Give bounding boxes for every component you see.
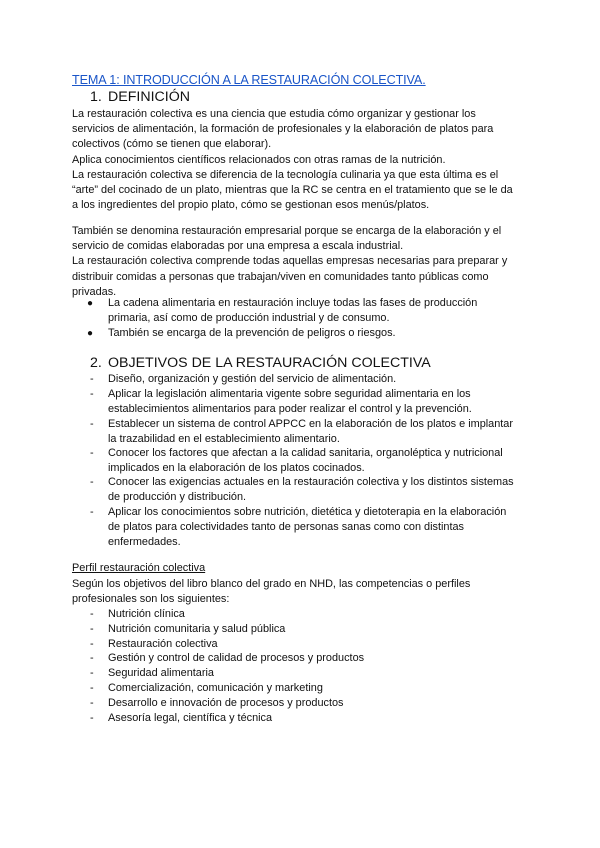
bullet-item — [108, 296, 477, 326]
text-line: Establecer un sistema de control APPCC en la elaboración de los platos e implantar — [108, 418, 513, 430]
perfil-item: Desarrollo e innovación de procesos y productos — [108, 696, 344, 709]
document-title: TEMA 1: INTRODUCCIÓN A LA RESTAURACIÓN COLECTIVA. — [72, 73, 426, 87]
section-2-heading — [90, 355, 431, 371]
bullet-marker: ● — [87, 328, 94, 339]
text-line: de platos para colectividades tanto de personas sanas como con distintas — [108, 521, 464, 534]
section-1-heading — [90, 89, 190, 105]
text-line: Aplicar los conocimientos sobre nutrición, dietética y dietoterapia en la elaboración — [108, 506, 507, 518]
text-line: servicio de comidas elaboradas por una empresa a escala industrial. — [72, 240, 404, 253]
paragraph-empresarial — [72, 224, 532, 300]
dash-marker: - — [90, 711, 94, 724]
text-line: primaria, así como de producción industrial y de consumo. — [108, 312, 390, 325]
dash-marker: - — [90, 622, 94, 635]
section-1-number: 1. — [90, 89, 102, 105]
text-line: distribuir comidas a personas que trabajan/viven en comunidades tanto públicas como — [72, 270, 489, 283]
text-line: servicios de alimentación, la formación de profesionales y la elaboración de platos para — [72, 123, 494, 136]
text-line: de producción y distribución. — [108, 491, 247, 504]
text-line: a los ingredientes del propio plato, cómo se gestionan esos menús/platos. — [72, 199, 430, 212]
objective-item — [108, 505, 506, 551]
text-line: colectivos (cómo se tienen que elaborar). — [72, 138, 272, 151]
perfil-item: Gestión y control de calidad de procesos y productos — [108, 652, 365, 665]
objective-item — [108, 475, 514, 505]
text-line: Aplicar la legislación alimentaria vigente sobre seguridad alimentaria en los — [108, 388, 471, 400]
bullet-item — [108, 326, 396, 341]
dash-marker: - — [90, 373, 94, 385]
bullet-marker: ● — [87, 298, 94, 309]
dash-marker: - — [90, 652, 94, 665]
dash-marker: - — [90, 682, 94, 694]
dash-marker: - — [90, 667, 94, 680]
dash-marker: - — [90, 388, 94, 400]
text-line: establecimientos alimentarios para poder realizar el control y la prevención. — [108, 403, 472, 416]
text-line: enfermedades. — [108, 536, 181, 549]
perfil-heading: Perfil restauración colectiva — [72, 562, 206, 574]
perfil-item: Restauración colectiva — [108, 637, 218, 650]
section-1-title: DEFINICIÓN — [108, 89, 190, 105]
objective-item — [108, 446, 503, 476]
text-line: privadas. — [72, 285, 117, 298]
paragraph-definition — [72, 107, 532, 213]
dash-marker: - — [90, 506, 94, 518]
dash-marker: - — [90, 608, 94, 620]
text-line: implicados en la elaboración de los platos cocinados. — [108, 462, 365, 475]
text-line: La restauración colectiva comprende todas aquellas empresas necesarias para preparar y — [72, 255, 508, 268]
objective-item — [108, 417, 513, 447]
text-line: la trazabilidad en el establecimiento alimentario. — [108, 433, 340, 446]
text-line: La restauración colectiva es una ciencia que estudia cómo organizar y gestionar los — [72, 108, 476, 120]
text-line: “arte” del cocinado de un plato, mientras que la RC se centra en el tratamiento que se le da — [72, 184, 513, 197]
perfil-item: Comercialización, comunicación y marketing — [108, 682, 323, 694]
text-line: La restauración colectiva se diferencia de la tecnología culinaria ya que esta última es el — [72, 168, 499, 181]
text-line: Aplica conocimientos científicos relacionados con otras ramas de la nutrición. — [72, 153, 446, 166]
text-line: Diseño, organización y gestión del servicio de alimentación. — [108, 373, 397, 385]
text-line: profesionales son los siguientes: — [72, 593, 230, 606]
perfil-item: Nutrición comunitaria y salud pública — [108, 622, 286, 635]
text-line: También se encarga de la prevención de peligros o riesgos. — [108, 327, 396, 339]
text-line: También se denomina restauración empresarial porque se encarga de la elaboración y el — [72, 225, 502, 237]
objective-item — [108, 387, 472, 417]
dash-marker: - — [90, 476, 94, 488]
objective-item — [108, 372, 396, 387]
section-2-title: OBJETIVOS DE LA RESTAURACIÓN COLECTIVA — [108, 355, 431, 371]
perfil-item: Asesoría legal, científica y técnica — [108, 711, 273, 724]
text-line: Conocer los factores que afectan a la calidad sanitaria, organoléptica y nutricional — [108, 447, 503, 459]
perfil-item: Seguridad alimentaria — [108, 667, 214, 680]
perfil-item: Nutrición clínica — [108, 608, 185, 620]
text-line: La cadena alimentaria en restauración incluye todas las fases de producción — [108, 297, 478, 309]
dash-marker: - — [90, 447, 94, 459]
section-2-number: 2. — [90, 355, 102, 371]
dash-marker: - — [90, 696, 94, 709]
text-line: Conocer las exigencias actuales en la restauración colectiva y los distintos sistemas — [108, 476, 514, 488]
dash-marker: - — [90, 418, 94, 430]
text-line: Según los objetivos del libro blanco del grado en NHD, las competencias o perfiles — [72, 578, 471, 590]
perfil-intro — [72, 577, 532, 607]
dash-marker: - — [90, 637, 94, 650]
